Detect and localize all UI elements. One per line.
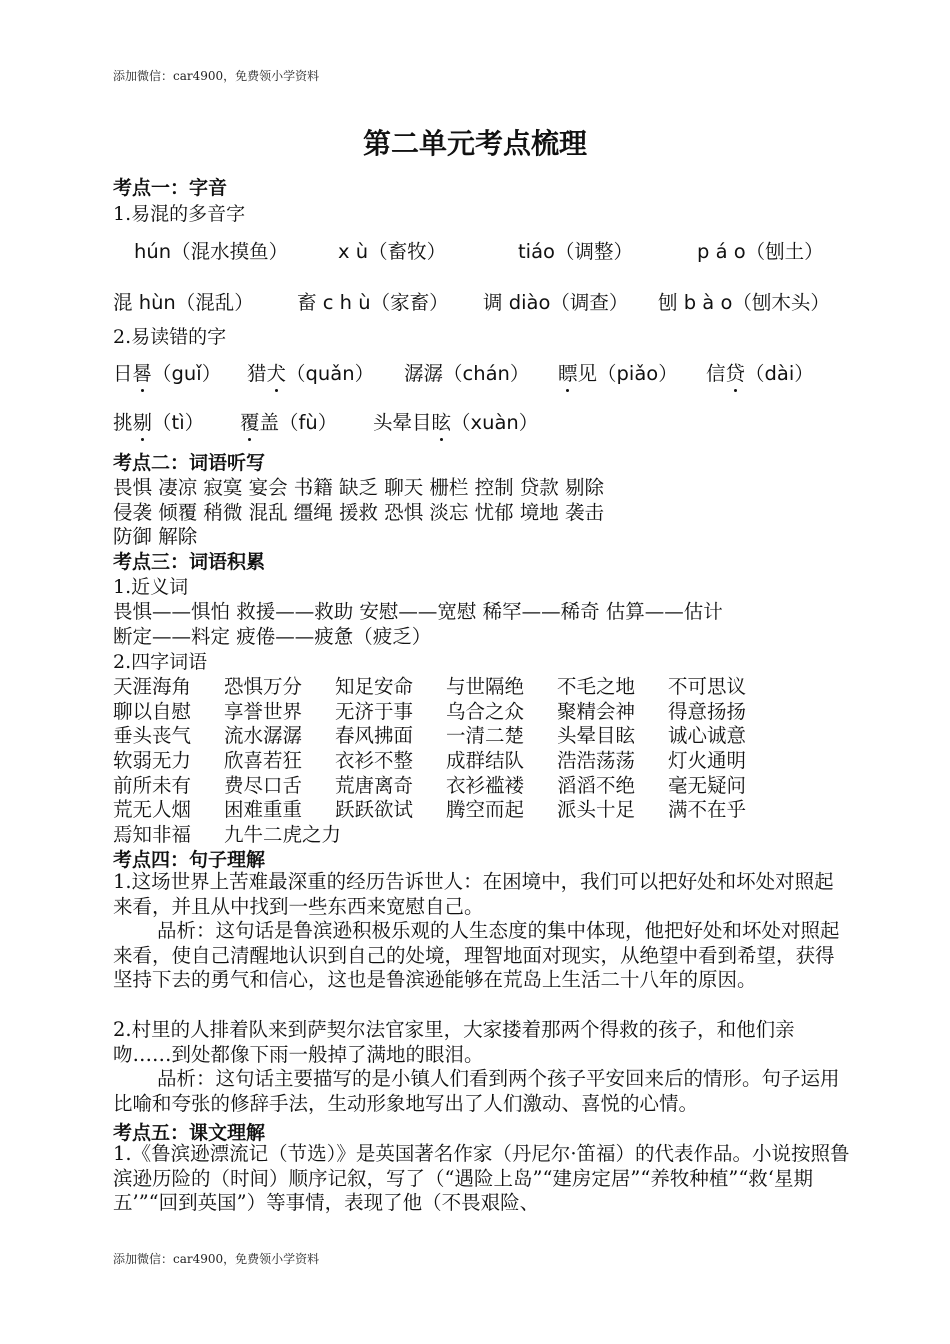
synonym-line: 断定——料定 疲倦——疲惫（疲乏） [113,625,432,648]
poly-item: 调 diào（调查） [483,291,629,314]
page-title: 第二单元考点梳理 [362,127,587,160]
hard-char-item: 猎犬（quǎn） [247,358,374,386]
page-header: 添加微信：car4900，免费领小学资料 [113,69,320,83]
analysis-item: 品析：这句话主要描写的是小镇人们看到两个孩子平安回来后的情形。句子运用比喻和夸张的修辞手法，生动形象地写出了人们激动、喜悦的心情。 [113,1067,840,1115]
dictation-line: 侵袭 倾覆 稍微 混乱 缰绳 援救 恐惧 淡忘 忧郁 境地 袭击 [113,501,604,524]
section-4-title: 考点四：句子理解 [113,849,266,871]
poly-item: tiáo（调整） [518,240,633,263]
analysis-item: 品析：这句话是鲁滨逊积极乐观的人生态度的集中体现，他把好处和坏处对照起来看，使自己清醒地认识到自己的处境，理智地面对现实，从绝望中看到希望，获得坚持下去的勇气和信心，这也是鲁滨逊能够在荒岛上生活二十八年的原因。 [113,919,840,991]
dictation-line: 畏惧 凄凉 寂寞 宴会 书籍 缺乏 聊天 栅栏 控制 贷款 剔除 [113,476,604,499]
section-2-title: 考点二：词语听写 [113,452,266,474]
section-3-sub2: 2.四字词语 [113,651,208,673]
section-1-sub2: 2.易读错的字 [113,326,227,348]
idiom-row: 软弱无力 欣喜若狂 衣衫不整 成群结队 浩浩荡荡 灯火通明 [113,749,747,772]
hard-char-item: 覆盖（fù） [240,407,337,435]
poly-item: 畜 c h ù（家畜） [297,291,449,314]
hard-char-item: 日晷（guǐ） [113,358,221,386]
dictation-line: 防御 解除 [113,525,198,548]
section-5-title: 考点五：课文理解 [113,1122,266,1144]
section-3-title: 考点三：词语积累 [113,551,266,573]
poly-item: x ù（畜牧） [338,240,447,263]
idiom-row: 前所未有 费尽口舌 荒唐离奇 衣衫褴褛 滔滔不绝 毫无疑问 [113,774,747,797]
hard-char-item: 信贷（dài） [706,358,814,386]
poly-item: 刨 b à o（刨木头） [658,291,830,314]
hard-char-item: 瞟见（piǎo） [558,358,678,386]
section-3-sub1: 1.近义词 [113,576,189,598]
poly-item: p á o（刨土） [697,240,824,263]
hard-char-item: 挑剔（tì） [113,407,204,435]
page-footer: 添加微信：car4900，免费领小学资料 [113,1252,320,1266]
synonym-line: 畏惧——惧怕 救援——救助 安慰——宽慰 稀罕——稀奇 估算——估计 [113,600,723,623]
text-understanding-para: 1.《鲁滨逊漂流记（节选）》是英国著名作家（丹尼尔·笛福）的代表作品。小说按照鲁滨逊历险的（时间）顺序记叙，写了（“遇险上岛”“建房定居”“养牧种植”“救‘星期五’”“回到英国”）等事情，表现了他（不畏艰险、 [113,1142,850,1214]
idiom-row: 焉知非福 九牛二虎之力 [113,823,342,846]
idiom-row: 垂头丧气 流水潺潺 春风拂面 一清二楚 头晕目眩 诚心诚意 [113,724,747,747]
poly-item: 混 hùn（混乱） [113,291,254,314]
sentence-item: 1.这场世界上苦难最深重的经历告诉世人：在困境中，我们可以把好处和坏处对照起来看，并且从中找到一些东西来宽慰自己。 [113,870,834,918]
hard-char-item: 潺潺（chán） [404,362,530,385]
idiom-row: 荒无人烟 困难重重 跃跃欲试 腾空而起 派头十足 满不在乎 [113,798,747,821]
idiom-row: 聊以自慰 享誉世界 无济于事 乌合之众 聚精会神 得意扬扬 [113,700,747,723]
idiom-row: 天涯海角 恐惧万分 知足安命 与世隔绝 不毛之地 不可思议 [113,675,747,698]
section-1-title: 考点一：字音 [113,177,228,199]
sentence-item: 2.村里的人排着队来到萨契尔法官家里，大家搂着那两个得救的孩子，和他们亲吻……到处都像下雨一般掉了满地的眼泪。 [113,1018,795,1066]
poly-item: hún（混水摸鱼） [134,240,289,263]
section-1-sub1: 1.易混的多音字 [113,203,246,225]
hard-char-item: 头晕目眩（xuàn） [373,407,538,435]
